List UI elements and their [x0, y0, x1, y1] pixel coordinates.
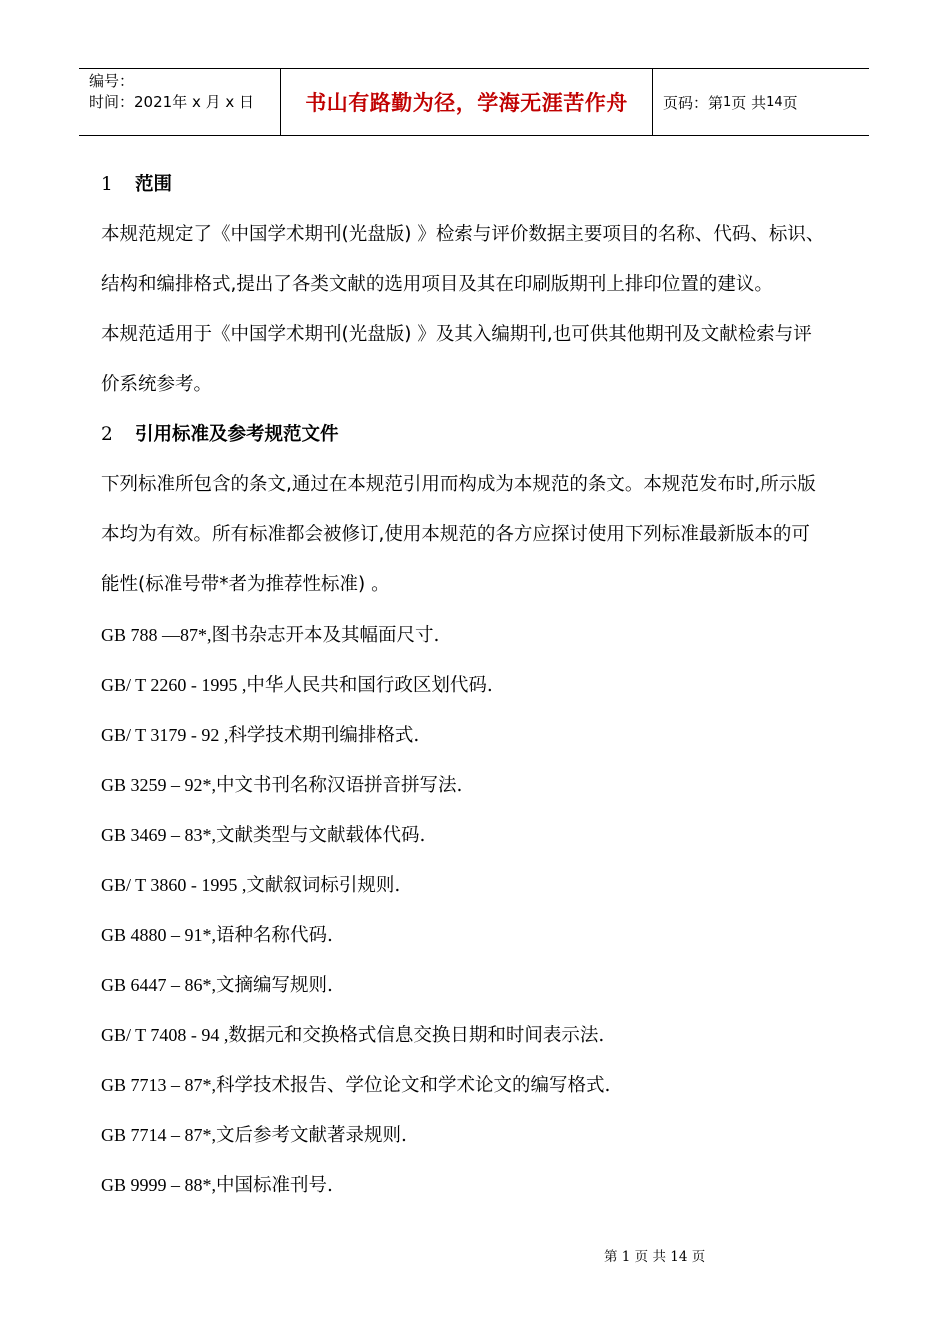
reference-title: 数据元和交换格式信息交换日期和时间表示法. — [228, 1025, 605, 1046]
section-title: 引用标准及参考规范文件 — [135, 424, 339, 445]
serial-label: 编号： — [89, 72, 135, 90]
reference-code: GB/ T 2260 - 1995 , — [101, 675, 247, 695]
section-title: 范围 — [135, 174, 173, 195]
reference-item — [101, 1160, 851, 1210]
page-end: 页 — [782, 93, 798, 112]
footer-page-indicator: 第 1 页 共 14 页 — [604, 1249, 706, 1265]
reference-title: 文献类型与文献载体代码. — [216, 825, 426, 846]
paragraph-line: 本规范适用于《中国学术期刊(光盘版) 》及其入编期刊,也可供其他期刊及文献检索与评 — [101, 324, 812, 345]
reference-item — [101, 660, 851, 710]
reference-code: GB 6447 – 86*, — [101, 975, 217, 995]
page-header-table — [79, 68, 869, 136]
reference-code: GB/ T 3860 - 1995 , — [101, 875, 247, 895]
time-rest: 年 x 月 x 日 — [172, 93, 255, 111]
reference-item — [101, 1010, 851, 1060]
section-heading-1 — [101, 160, 851, 210]
section-number: 1 — [101, 174, 113, 195]
reference-code: GB 788 —87*, — [101, 625, 212, 645]
reference-item — [101, 1110, 851, 1160]
reference-item — [101, 610, 851, 660]
paragraph-line: 下列标准所包含的条文,通过在本规范引用而构成为本规范的条文。本规范发布时,所示版 — [101, 474, 816, 495]
reference-code: GB/ T 3179 - 92 , — [101, 725, 229, 745]
document-body — [101, 160, 851, 1210]
reference-code: GB 3259 – 92*, — [101, 775, 217, 795]
paragraph-line: 本均为有效。所有标准都会被修订,使用本规范的各方应探讨使用下列标准最新版本的可 — [101, 524, 810, 545]
page-label: 页码：第 — [663, 93, 724, 112]
page-mid: 页 共 — [731, 93, 767, 112]
reference-code: GB 7714 – 87*, — [101, 1125, 217, 1145]
reference-title: 中文书刊名称汉语拼音拼写法. — [216, 775, 463, 796]
paragraph-line: 结构和编排格式,提出了各类文献的选用项目及其在印刷版期刊上排印位置的建议。 — [101, 274, 773, 295]
time-year: 2021 — [134, 93, 173, 111]
reference-code: GB 7713 – 87*, — [101, 1075, 217, 1095]
paragraph-line: 本规范规定了《中国学术期刊(光盘版) 》检索与评价数据主要项目的名称、代码、标识、 — [101, 224, 825, 245]
reference-title: 文摘编写规则. — [216, 975, 333, 996]
reference-title: 文后参考文献著录规则. — [216, 1125, 407, 1146]
reference-item — [101, 860, 851, 910]
reference-item — [101, 960, 851, 1010]
reference-item — [101, 810, 851, 860]
motto-text: 书山有路勤为径，学海无涯苦作舟 — [305, 90, 628, 115]
page-total: 14 — [766, 94, 783, 110]
reference-title: 中国标准刊号. — [216, 1175, 333, 1196]
reference-title: 中华人民共和国行政区划代码. — [246, 675, 493, 696]
reference-code: GB/ T 7408 - 94 , — [101, 1025, 229, 1045]
reference-item — [101, 1060, 851, 1110]
reference-title: 语种名称代码. — [216, 925, 333, 946]
reference-title: 文献叙词标引规则. — [246, 875, 401, 896]
header-page-cell — [653, 69, 869, 135]
reference-code: GB 4880 – 91*, — [101, 925, 217, 945]
paragraph-line: 能性(标准号带*者为推荐性标准) 。 — [101, 574, 390, 595]
reference-code: GB 9999 – 88*, — [101, 1175, 217, 1195]
paragraph-line: 价系统参考。 — [101, 374, 213, 395]
reference-title: 科学技术报告、学位论文和学术论文的编写格式. — [216, 1075, 611, 1096]
reference-title: 科学技术期刊编排格式. — [228, 725, 420, 746]
time-line — [89, 92, 280, 113]
page-number: 1 — [723, 94, 732, 110]
reference-code: GB 3469 – 83*, — [101, 825, 217, 845]
reference-title: 图书杂志开本及其幅面尺寸. — [211, 625, 440, 646]
header-serial-time-cell — [79, 69, 281, 135]
section-heading-2 — [101, 410, 851, 460]
reference-item — [101, 760, 851, 810]
reference-item — [101, 910, 851, 960]
header-motto-cell — [281, 69, 653, 135]
reference-list — [101, 610, 851, 1210]
reference-item — [101, 710, 851, 760]
section-number: 2 — [101, 424, 113, 445]
time-label: 时间： — [89, 93, 135, 111]
